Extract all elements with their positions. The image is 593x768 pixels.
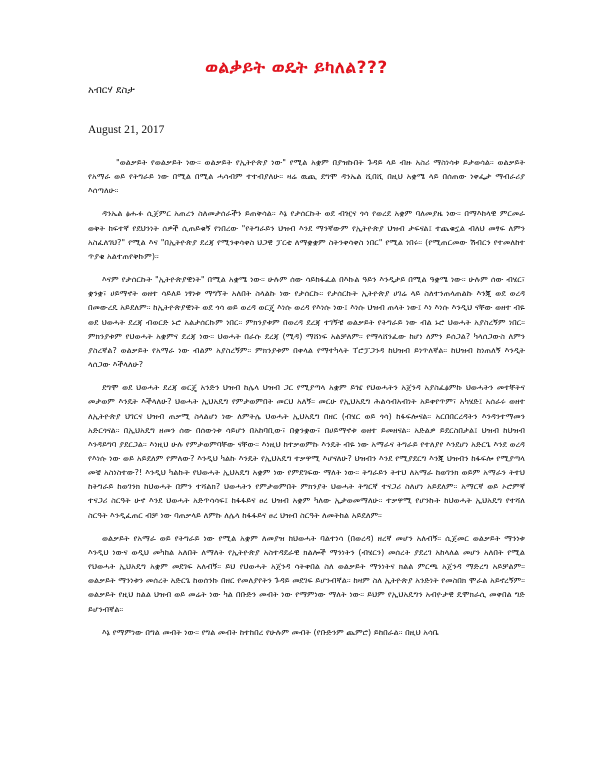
paragraph: ደግሞ ወደ ህወሓት ደረጃ ወርጄ አንድን ህዝብ ከሌላ ህዝብ ጋር የሚያጣላ አቋም ይዤ የህወሓትን አጀንዳ አያስፈፅምኩ ህወሓትን መተቸትና መታወም እንዴት እችላለሁ? ህወሓት ኢህአዴግ የምታወምበት መርህ አለኝ። መርሁ የኢህአዴግ ሕልሳብአብነት አይቀየጥም፣ አካሄድ፤ አሰራሩ ወዘተ ለኢትዮጵያ ህገርና ህዝብ ጠቃሚ ስላልሆነ ነው ለምትሌ ህወሓት ኢህአዴግ በዘር (ብሄር ወይ ጎሳ) ከፋፍሎናል። አርበበርረዳትን እንዳንተማመን አድርጎናል። በኢህአዴግ ዘመን ሰው በሰውነቱ ሳይሆን በአከባቢው፣ በቋንቋው፣ በሀይማኖቱ ወዘተ ይመዘናል። አድልዎ ይደርስበታል፤ ህዝብ ከህዝብ እንዳይግባ ያደርጋል። እነዚህ ሁሉ የምታወምባቸው ናቸው። እነዚህ ከተቃወምኩ እንዴት ብዬ ነው አማራና ትግራይ የተለያየ እንደሆነ አድርጌ እንደ ወረዳ የእነሱ ነው ወይ አይደለም የምለው? እንዲህ ካልኩ እንዴት የኢህአዴግ ተቃዋሚ እሆናለሁ? ህዝብን እንደ የሚያደርግ እንጂ ህዝብን ከፋፍሎ የሚያጣላ መቼ አስነስተው?! እንዲህ ካልኩት የህወሓት ኢህአዴግ አቋም ነው የምደገፍው ማለት ነው። ትግራይን ትተህ ለአማራ ከወገንክ ወይም አማራን ትተህ ከትግራይ ከወገንክ ከህወሓት በምን ተሻልክ? ህወሓትን የምታወምበት ምክንያት ህወሓት ትግርኛ ተናጋሪ ስለሆነ አይደለም። አማርኛ ወይ ኦሮምኛ ተናጋሪ ስርዓት ሁኖ እንደ ህወሓት አድጥሳሳፍ፤ ከፋፋይና ፀረ ህዝብ አቋም ካለው ኢታወመማለሁ። ተቃዋሚ የሆንኩት ከህወሓት ኢህአዴግ የተሻለ ስርዓት እንዲፈጠር ብቻ ነው ባጠቃላይ ለምኩ ለሌላ ከፋፋይና ፀረ ህዝብ ስርዓት ለመትከል አይደለም። xyxy=(88,382,525,520)
paragraph: ወልቃይት የአማራ ወይ የትግራይ ነው የሚል አቋም ለመያዝ ከህወሓት ባልተነሳ (በወረዳ) ዘረኛ መሆን አለብኝ። ሲጀመር ወልቃይት ማንነቱ እንዲህ ነውና ወዲህ መካከል አለበት ለማለት የኢትዮጵያ አስተዳደራዊ ክልሎች ማንነትን (ብሄርን) መሰረት ያደረገ አከላለል መሆን አለበት የሚል የህወሓት ኢህአዴግ አቋም መደገፍ አለብኝ። ይህ የህወሓት አጀንዳ ሳትቀበል ስለ ወልቃይት ማንነትና ክልል ምርጫ አጀንዳ ማድረግ አይቻልም። ወልቃይት ማንነቱን መሰረት አድርጌ ከወሰንኩ በዘር የመለያየትን ጉዳይ መደገፍ ይሆንብኛል። ከዛም ስለ ኢትዮጵያ አንድነት የመስበክ ሞራል አይኖረኝም። ወልቃይት የዚህ ክልል ህዝብ ወይ መሬት ነው ካል በቡድን መብት ነው የማምነው ማለት ነው። ይህም የኢህአዴግን አብዮታዊ ዴሞክራሲ መቀበል ግድ ይሆንብኛል። xyxy=(88,532,525,614)
article-body xyxy=(88,155,525,648)
author-name: አብርሃ ደስታ xyxy=(88,85,135,96)
paragraph: "ወልቃይት የወልቃይት ነው። ወልቃይት የኢትዮጵያ ነው" የሚል አቋም በያዝኩበት ጉዳይ ላይ ብዙ አስሪ ማስነሳቱ ይታወሳል። ወልቃይት የአማራ ወይ የትግራይ ነው በሚል በሚል ሓሳብም ተተብያለሁ። ዛሬ ዉጪ ደግሞ ዳንኤል ሺበሺ በዚህ አቋሜ ላይ በሰጠው ነቀፌታ ማብራሪያ እሰጣለሁ። xyxy=(88,157,525,196)
paragraph: እናም የታሰርኩት "ኢትዮጵያዊነት" በሚል አቋሜ ነው። ሁሉም ሰው ሳይከፋፈል በእኩል ዓይን እንዲታይ በሚል ዓቋሜ ነው። ሁሉም ሰው ብሄር፣ ቋንቋ፣ ሀይማኖት ወዘተ ሳይለይ ነፃነቱ ማግኘት አለበት ስላልኩ ነው የታሰርኩ። የታሰርኩት ኢትዮጵያ ሀገሬ ላይ ስለተንጠላጠልኩ እንጂ ወደ ወረዳ በመውረዴ አይደለም። ከኢትዮጵያዊነት ወደ ጎሳ ወይ ወረዳ ወርጄ እነሱ ወረዳ የእነሱ ነው፤ እነሱ ህዝብ ጠላት ነው፤ እነ እነሱ እንዲህ ናቸው ወዘተ ብዬ ወደ ህወሓት ደረጃ ብወርድ ኑሮ አልታሰርኩም ነበር። ምክንያቱም በወረዳ ደረጃ ተገኝቼ ወልቃይት የትግራይ ነው ብል ኑሮ ህወሓት አያስረኝም ነበር። ምክንያቱም የህወሓት አቋምና ደረጃ ነው። ህወሓት በራሱ ደረጃ (ሚዳ) ማሸነፍ አልቻለም። የማላሸንፈው ከሆነ ለምን ይሰጋል? ካላሰጋውስ ለምን ያስረኛል? ወልቃይት የአማራ ነው ብልም አያስረኝም። ምክንያቱም በቀላል የማተካላት ፐሮፓጋንዳ ከህዝብ ይነጥለኛል። ከህዝብ ከነጠለኝ እንዲት ላሰጋው እችላለሁ? xyxy=(88,274,525,370)
publication-date: August 21, 2017 xyxy=(88,124,165,136)
paragraph: ዳንኤል ፅሑፉ ሲጀምር አጠረን ስለመታሰራችን ይጠቅሳል። እኔ የታሰርኩት ወደ ብዢና ጎሳ የወረደ አቋም ባለመያዜ ነው። በማእከላዊ ምርመራ ወቅት ከፍተኛ የደህንነት ሰዎች ሲጠይቁኝ የነበረው "የትግራይን ህዝብ እንደ ማንኛውም የኢትዮጵያ ህዝብ ታፍናል፤ ተጨቁኗል ብለህ መፃፍ ለምን አስፈለገህ?" የሚል እና "በኢትዮጵያ ደረጃ የሚንቀሳቀስ ህጋዊ ፓርቲ ለማቋቋም ስትንቀሳቀስ ነበር" የሚል ነበሩ። (የሚጠርመው ሽብርን የተመለከተ ጥያቄ አልተጠየቅኩም)። xyxy=(88,208,525,261)
paragraph: እኔ የማምነው በግል መብት ነው። የግል መብት ከተከበረ የሁሉም መብት (የቡድንም ጨምሮ) ይከበራል። በዚህ አሳቤ xyxy=(102,626,439,637)
document-title: ወልቃይት ወዴት ይካለል??? xyxy=(205,58,388,78)
